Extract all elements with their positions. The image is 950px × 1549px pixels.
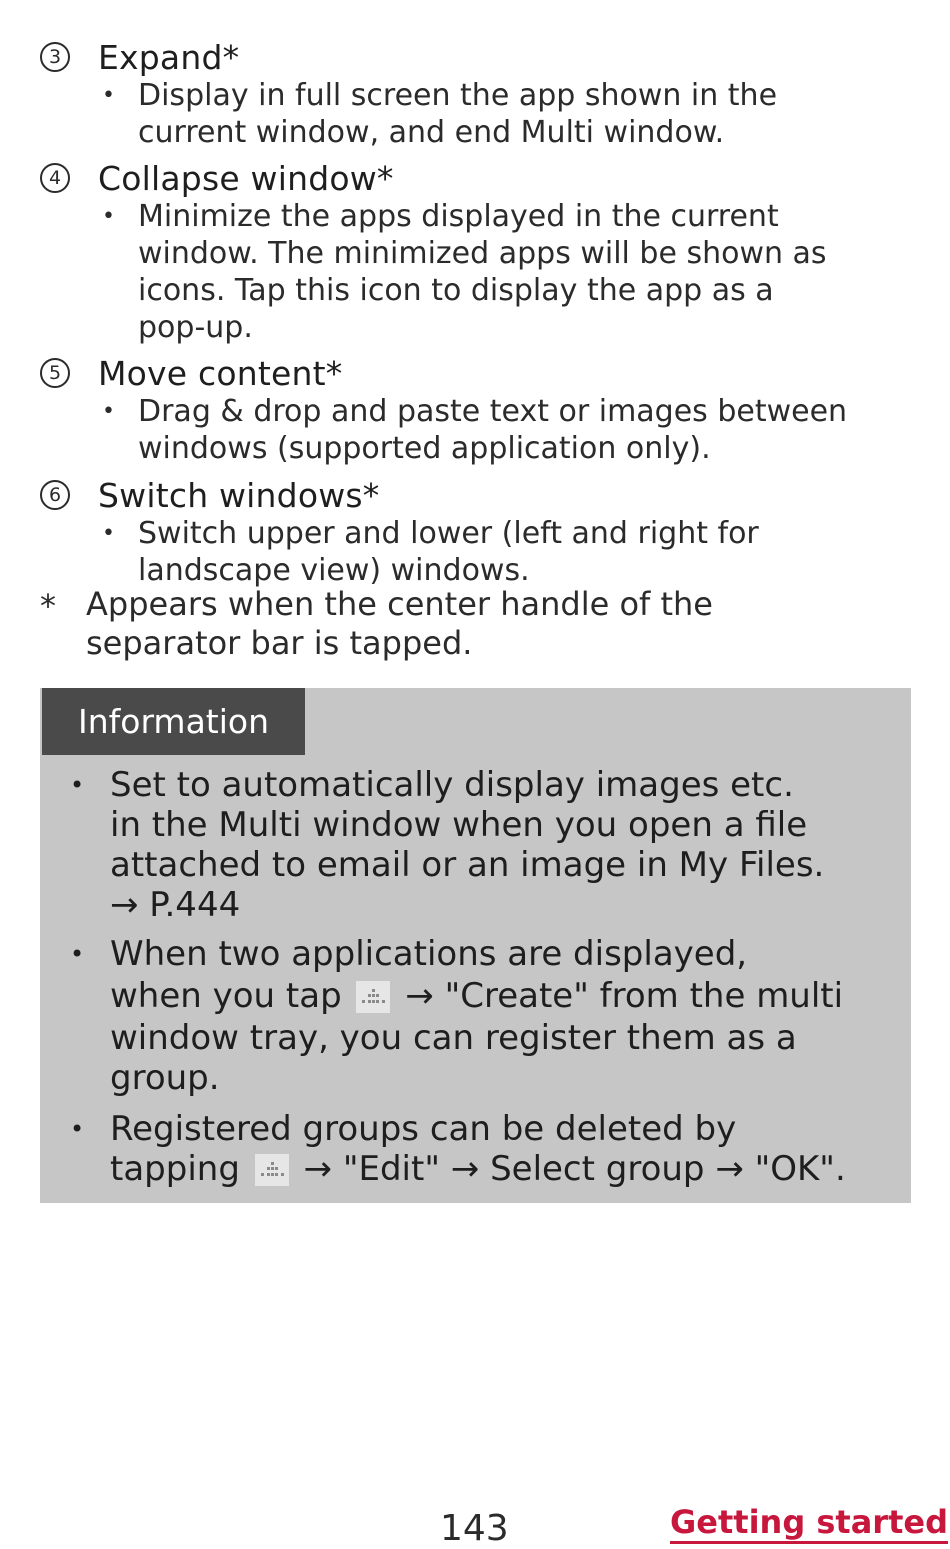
bullet-dot: • bbox=[70, 940, 85, 968]
footnote-mark: * bbox=[40, 587, 56, 625]
information-box bbox=[40, 688, 911, 1203]
footnote: * Appears when the center handle of the separator bar is tapped. bbox=[40, 585, 713, 662]
info-bullet-1: • Set to automatically display images etc. in the Multi window when you open a file attached to email or an image in My Files. → P.444 bbox=[70, 765, 900, 925]
page-number: 143 bbox=[440, 1508, 509, 1549]
section-link-getting-started[interactable]: Getting started bbox=[670, 1503, 948, 1544]
circled-number-4: 4 bbox=[40, 163, 70, 193]
circled-number-6: 6 bbox=[40, 480, 70, 510]
item-switch-windows bbox=[40, 475, 920, 589]
item-expand bbox=[40, 37, 920, 151]
item-title: Collapse window* bbox=[98, 158, 394, 198]
item-description: • Drag & drop and paste text or images between windows (supported application only). bbox=[102, 394, 848, 466]
bullet-dot: • bbox=[102, 399, 115, 424]
item-description: • Switch upper and lower (left and right for landscape view) windows. bbox=[102, 516, 759, 588]
page-reference-link[interactable]: → P.444 bbox=[110, 885, 241, 925]
information-label: Information bbox=[42, 688, 305, 755]
info-bullet-2: • When two applications are displayed, when you tap → "Create" from the multi window tray, you can register them as a group. bbox=[70, 934, 844, 1098]
item-title: Switch windows* bbox=[98, 475, 380, 515]
item-move-content bbox=[40, 353, 920, 467]
multi-window-tray-icon bbox=[255, 1154, 289, 1186]
item-description: • Minimize the apps displayed in the current window. The minimized apps will be shown as icons. Tap this icon to display the app as a pop-up. bbox=[102, 199, 827, 345]
circled-number-5: 5 bbox=[40, 358, 70, 388]
bullet-dot: • bbox=[102, 204, 115, 229]
info-bullet-3: • Registered groups can be deleted by tapping → "Edit" → Select group → "OK". bbox=[70, 1109, 846, 1189]
bullet-dot: • bbox=[70, 771, 85, 799]
item-collapse-window bbox=[40, 158, 920, 346]
bullet-dot: • bbox=[102, 83, 115, 108]
multi-window-tray-icon bbox=[356, 981, 390, 1013]
item-title: Move content* bbox=[98, 353, 343, 393]
item-title: Expand* bbox=[98, 37, 240, 77]
item-description: • Display in full screen the app shown in the current window, and end Multi window. bbox=[102, 78, 778, 150]
bullet-dot: • bbox=[70, 1115, 85, 1143]
circled-number-3: 3 bbox=[40, 42, 70, 72]
bullet-dot: • bbox=[102, 521, 115, 546]
